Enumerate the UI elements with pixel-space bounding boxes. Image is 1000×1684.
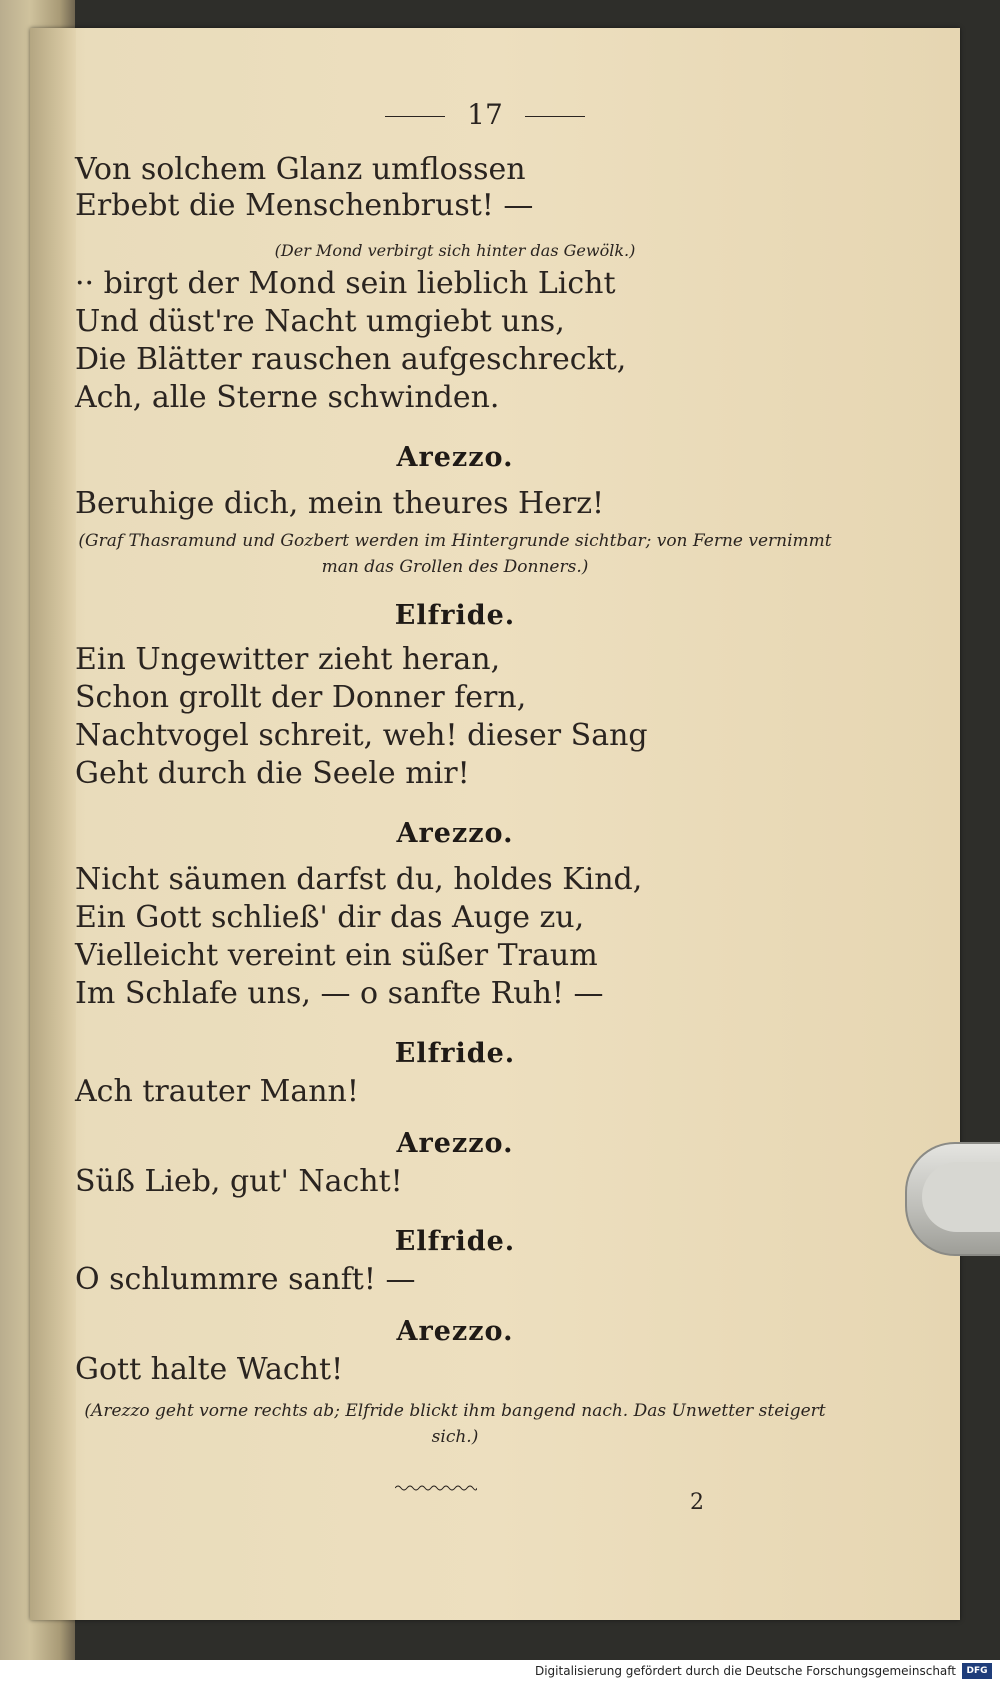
speaker-name: Arezzo. [396, 1316, 514, 1347]
verse-line: Erbebt die Menschenbrust! — [75, 188, 534, 223]
verse-line: Nicht säumen darfst du, holdes Kind, [75, 862, 643, 897]
speaker-name: Arezzo. [396, 1128, 514, 1159]
speaker-name: Elfride. [394, 1038, 516, 1069]
header-dash-left [385, 116, 445, 118]
credit-text: Digitalisierung gefördert durch die Deutsche Forschungsgemeinschaft [534, 1664, 956, 1678]
page-gutter [30, 28, 76, 1620]
verse-line: Beruhige dich, mein theures Herz! [75, 486, 605, 521]
speaker-name: Arezzo. [396, 818, 514, 849]
speaker-name: Arezzo. [396, 442, 514, 473]
wave-ornament [395, 1484, 477, 1492]
verse-line: Ein Ungewitter zieht heran, [75, 642, 501, 677]
verse-line: Und düst're Nacht umgiebt uns, [75, 304, 565, 339]
stage-direction: (Graf Thasramund und Gozbert werden im Hintergrunde sichtbar; von Ferne vernimmt man das Grollen des Donners.) [78, 531, 832, 577]
page-header [335, 98, 635, 131]
speaker-name: Elfride. [394, 600, 516, 631]
stage-direction: (Arezzo geht vorne rechts ab; Elfride blickt ihm bangend nach. Das Unwetter steigert sich.) [84, 1401, 826, 1447]
verse-line: Ach trauter Mann! [75, 1074, 359, 1109]
verse-line: Die Blätter rauschen aufgeschreckt, [75, 342, 627, 377]
header-dash-right [525, 116, 585, 118]
signature-mark: 2 [690, 1490, 704, 1515]
verse-line: Ein Gott schließ' dir das Auge zu, [75, 900, 585, 935]
verse-line: O schlummre sanft! — [75, 1262, 416, 1297]
verse-line: Nachtvogel schreit, weh! dieser Sang [75, 718, 648, 753]
verse-line: Im Schlafe uns, — o sanfte Ruh! — [75, 976, 604, 1011]
page-number: 17 [467, 98, 503, 131]
verse-line: Schon grollt der Donner fern, [75, 680, 527, 715]
stage-direction: (Der Mond verbirgt sich hinter das Gewölk.) [274, 241, 636, 260]
verse-line: Gott halte Wacht! [75, 1352, 344, 1387]
dfg-logo: DFG [962, 1663, 992, 1679]
speaker-name: Elfride. [394, 1226, 516, 1257]
verse-line: ·· birgt der Mond sein lieblich Licht [75, 266, 616, 301]
verse-line: Süß Lieb, gut' Nacht! [75, 1164, 403, 1199]
verse-line: Vielleicht vereint ein süßer Traum [75, 938, 598, 973]
verse-line: Geht durch die Seele mir! [75, 756, 470, 791]
verse-line: Ach, alle Sterne schwinden. [75, 380, 500, 415]
page-clip-inner [922, 1162, 1000, 1232]
verse-line: Von solchem Glanz umflossen [75, 152, 526, 187]
